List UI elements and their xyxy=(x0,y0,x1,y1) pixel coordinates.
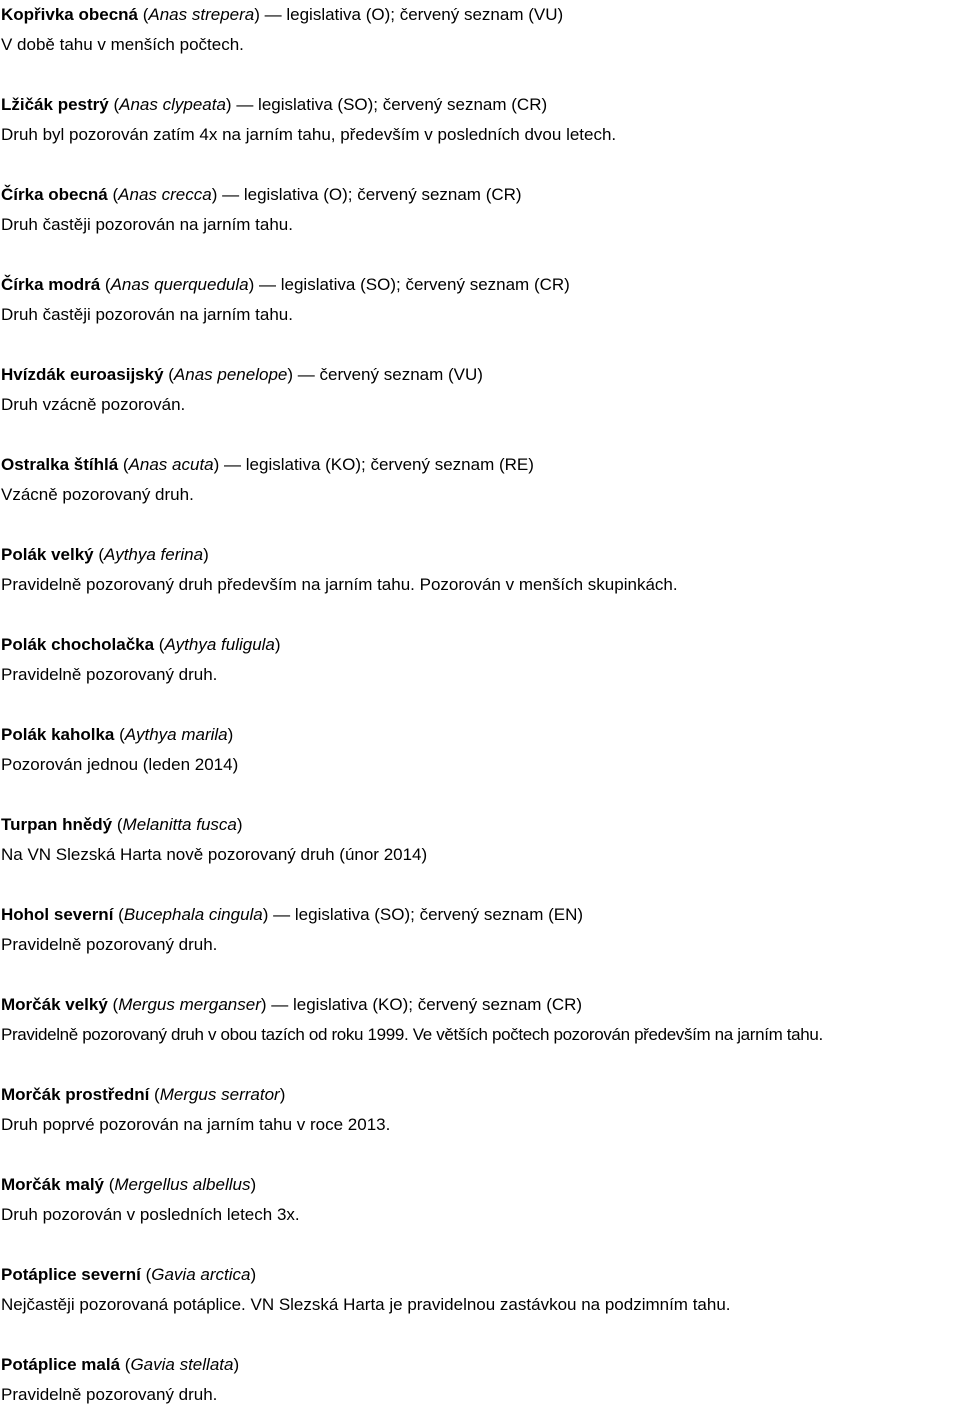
latin-name: Aythya ferina xyxy=(104,545,204,564)
species-entry xyxy=(1,360,959,450)
conservation-status: legislativa (KO); červený seznam (RE) xyxy=(241,455,534,474)
species-entry xyxy=(1,630,959,720)
species-note: Pravidelně pozorovaný druh. xyxy=(1,665,218,684)
common-name: Potáplice malá xyxy=(1,1355,121,1374)
entry-spacer xyxy=(1,150,959,180)
common-name: Morčák prostřední xyxy=(1,1085,150,1104)
latin-name: Anas penelope xyxy=(173,365,288,384)
entry-spacer xyxy=(1,960,959,990)
species-title: Polák velký (Aythya ferina) xyxy=(1,545,209,564)
latin-name: Mergus serrator xyxy=(159,1085,280,1104)
common-name: Potáplice severní xyxy=(1,1265,141,1284)
species-note: V době tahu v menších počtech. xyxy=(1,35,244,54)
species-title: Čírka obecná (Anas crecca) — legislativa (O); červený seznam (CR) xyxy=(1,185,522,204)
latin-name: Anas acuta xyxy=(128,455,214,474)
conservation-status: legislativa (O); červený seznam (VU) xyxy=(281,5,564,24)
species-entry xyxy=(1,990,959,1080)
dash-separator: — xyxy=(217,185,240,204)
conservation-status: legislativa (SO); červený seznam (EN) xyxy=(290,905,584,924)
latin-name: Mergellus albellus xyxy=(114,1175,251,1194)
species-entry xyxy=(1,1170,959,1260)
species-entry xyxy=(1,1260,959,1350)
latin-name: Gavia arctica xyxy=(151,1265,251,1284)
entry-spacer xyxy=(1,1320,959,1350)
latin-name: Aythya marila xyxy=(124,725,228,744)
species-entry xyxy=(1,180,959,270)
latin-name: Aythya fuligula xyxy=(164,635,275,654)
conservation-status: legislativa (SO); červený seznam (CR) xyxy=(253,95,548,114)
entry-spacer xyxy=(1,690,959,720)
common-name: Hvízdák euroasijský xyxy=(1,365,164,384)
species-note: Pravidelně pozorovaný druh v obou tazích od roku 1999. Ve větších počtech pozorován především na jarním tahu. xyxy=(1,1025,823,1044)
species-note: Druh častěji pozorován na jarním tahu. xyxy=(1,215,293,234)
species-note: Druh poprvé pozorován na jarním tahu v roce 2013. xyxy=(1,1115,391,1134)
dash-separator: — xyxy=(266,995,289,1014)
species-title: Čírka modrá (Anas querquedula) — legislativa (SO); červený seznam (CR) xyxy=(1,275,570,294)
entry-spacer xyxy=(1,420,959,450)
common-name: Čírka obecná xyxy=(1,185,108,204)
species-note: Pravidelně pozorovaný druh. xyxy=(1,935,218,954)
species-entry xyxy=(1,540,959,630)
common-name: Kopřivka obecná xyxy=(1,5,138,24)
species-title: Morčák velký (Mergus merganser) — legislativa (KO); červený seznam (CR) xyxy=(1,995,583,1014)
common-name: Ostralka štíhlá xyxy=(1,455,119,474)
latin-name: Mergus merganser xyxy=(118,995,261,1014)
latin-name: Anas querquedula xyxy=(110,275,249,294)
conservation-status: legislativa (SO); červený seznam (CR) xyxy=(276,275,570,294)
species-title: Potáplice severní (Gavia arctica) xyxy=(1,1265,257,1284)
species-note: Pravidelně pozorovaný druh především na jarním tahu. Pozorován v menších skupinkách. xyxy=(1,575,678,594)
latin-name: Anas crecca xyxy=(118,185,212,204)
species-title: Kopřivka obecná (Anas strepera) — legislativa (O); červený seznam (VU) xyxy=(1,5,564,24)
latin-name: Bucephala cingula xyxy=(123,905,263,924)
species-list xyxy=(1,0,959,1410)
species-title: Polák kaholka (Aythya marila) xyxy=(1,725,234,744)
species-note: Druh vzácně pozorován. xyxy=(1,395,186,414)
latin-name: Gavia stellata xyxy=(130,1355,234,1374)
species-entry xyxy=(1,90,959,180)
dash-separator: — xyxy=(231,95,254,114)
species-note: Vzácně pozorovaný druh. xyxy=(1,485,194,504)
entry-spacer xyxy=(1,1230,959,1260)
common-name: Polák kaholka xyxy=(1,725,115,744)
entry-spacer xyxy=(1,1140,959,1170)
common-name: Polák velký xyxy=(1,545,94,564)
entry-spacer xyxy=(1,60,959,90)
entry-spacer xyxy=(1,870,959,900)
latin-name: Anas clypeata xyxy=(119,95,226,114)
dash-separator: — xyxy=(259,5,282,24)
species-title: Potáplice malá (Gavia stellata) xyxy=(1,1355,240,1374)
species-title: Hvízdák euroasijský (Anas penelope) — červený seznam (VU) xyxy=(1,365,483,384)
species-title: Morčák malý (Mergellus albellus) xyxy=(1,1175,257,1194)
entry-spacer xyxy=(1,330,959,360)
species-entry xyxy=(1,270,959,360)
species-note: Pozorován jednou (leden 2014) xyxy=(1,755,239,774)
species-title: Turpan hnědý (Melanitta fusca) xyxy=(1,815,243,834)
species-note: Druh byl pozorován zatím 4x na jarním tahu, především v posledních dvou letech. xyxy=(1,125,617,144)
species-entry xyxy=(1,720,959,810)
common-name: Morčák velký xyxy=(1,995,108,1014)
species-note: Druh pozorován v posledních letech 3x. xyxy=(1,1205,300,1224)
conservation-status: legislativa (KO); červený seznam (CR) xyxy=(288,995,583,1014)
species-entry xyxy=(1,1080,959,1170)
species-title: Polák chocholačka (Aythya fuligula) xyxy=(1,635,281,654)
species-title: Hohol severní (Bucephala cingula) — legislativa (SO); červený seznam (EN) xyxy=(1,905,584,924)
species-entry xyxy=(1,810,959,900)
entry-spacer xyxy=(1,1050,959,1080)
conservation-status: červený seznam (VU) xyxy=(314,365,483,384)
entry-spacer xyxy=(1,600,959,630)
common-name: Čírka modrá xyxy=(1,275,101,294)
dash-separator: — xyxy=(254,275,277,294)
species-title: Morčák prostřední (Mergus serrator) xyxy=(1,1085,286,1104)
species-note: Druh častěji pozorován na jarním tahu. xyxy=(1,305,293,324)
species-note: Na VN Slezská Harta nově pozorovaný druh (únor 2014) xyxy=(1,845,428,864)
species-note: Pravidelně pozorovaný druh. xyxy=(1,1385,218,1404)
common-name: Polák chocholačka xyxy=(1,635,155,654)
species-entry xyxy=(1,0,959,90)
species-title: Lžičák pestrý (Anas clypeata) — legislativa (SO); červený seznam (CR) xyxy=(1,95,548,114)
species-entry xyxy=(1,450,959,540)
dash-separator: — xyxy=(268,905,291,924)
common-name: Lžičák pestrý xyxy=(1,95,109,114)
species-entry xyxy=(1,1350,959,1410)
species-title: Ostralka štíhlá (Anas acuta) — legislativa (KO); červený seznam (RE) xyxy=(1,455,534,474)
latin-name: Melanitta fusca xyxy=(122,815,237,834)
conservation-status: legislativa (O); červený seznam (CR) xyxy=(239,185,522,204)
common-name: Turpan hnědý xyxy=(1,815,113,834)
entry-spacer xyxy=(1,510,959,540)
dash-separator: — xyxy=(293,365,315,384)
latin-name: Anas strepera xyxy=(148,5,255,24)
entry-spacer xyxy=(1,780,959,810)
common-name: Morčák malý xyxy=(1,1175,104,1194)
common-name: Hohol severní xyxy=(1,905,114,924)
dash-separator: — xyxy=(219,455,242,474)
entry-spacer xyxy=(1,240,959,270)
species-note: Nejčastěji pozorovaná potáplice. VN Slezská Harta je pravidelnou zastávkou na podzimním tahu. xyxy=(1,1295,731,1314)
species-entry xyxy=(1,900,959,990)
